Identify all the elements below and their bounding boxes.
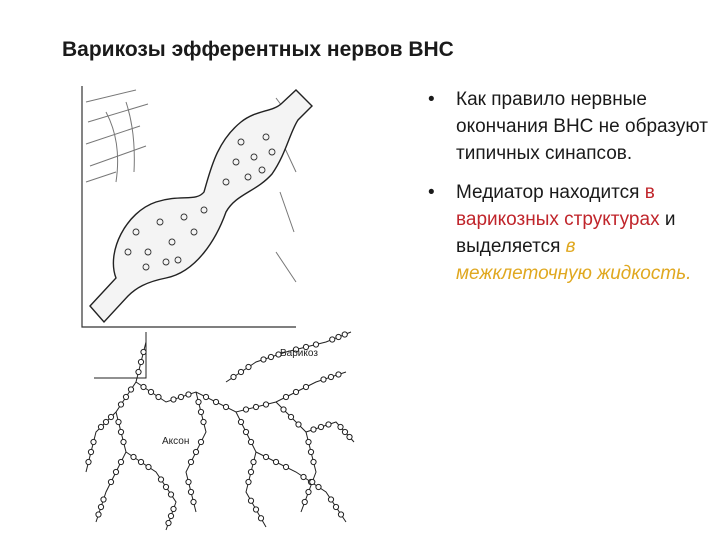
- axon-branches: [86, 332, 354, 530]
- varicosity-bead: [138, 359, 143, 364]
- varicosity-bead: [243, 429, 248, 434]
- varicosity-bead: [118, 402, 123, 407]
- varicosity-bead: [336, 372, 341, 377]
- varicosity-bead: [186, 392, 191, 397]
- varicosity-bead: [146, 464, 151, 469]
- varicosity-bead: [118, 429, 123, 434]
- varicosity-bead: [293, 389, 298, 394]
- axon-label: Аксон: [162, 436, 190, 447]
- varicosity-bead: [118, 459, 123, 464]
- varicosity-bead: [333, 504, 338, 509]
- varicosity-bead: [246, 479, 251, 484]
- varicosity-bead: [283, 464, 288, 469]
- bullet-item-2: [428, 179, 714, 287]
- varicosity-label: Варикоз: [280, 348, 318, 359]
- varicosity-bead: [156, 394, 161, 399]
- varicosity-bead: [253, 507, 258, 512]
- varicosity-bead: [303, 384, 308, 389]
- varicosity-bead: [178, 394, 183, 399]
- bullet-text-1: Как правило нервные окончания ВНС не образуют типичных синапсов.: [456, 89, 708, 164]
- bullet-dot: •: [428, 89, 435, 110]
- varicosity-bead: [138, 459, 143, 464]
- varicosity-bead: [318, 424, 323, 429]
- varicosity-bead: [163, 484, 168, 489]
- varicosity-bead: [308, 449, 313, 454]
- varicosity-bead: [268, 354, 273, 359]
- varicosity-bead: [328, 497, 333, 502]
- varicosity-bead: [243, 407, 248, 412]
- varicosity-bead: [188, 459, 193, 464]
- varicosity-bead: [171, 397, 176, 402]
- varicosity-bead: [168, 492, 173, 497]
- varicosity-bead: [306, 439, 311, 444]
- varicosity-bead: [246, 364, 251, 369]
- bullet-item-1: [428, 86, 714, 167]
- varicosity-bead: [101, 497, 106, 502]
- varicosity-bead: [128, 387, 133, 392]
- varicosity-bead: [231, 374, 236, 379]
- varicosity-bead: [311, 427, 316, 432]
- varicosity-bead: [342, 332, 347, 337]
- varicosity-bead: [338, 424, 343, 429]
- varicosity-bead: [263, 402, 268, 407]
- varicosity-bead: [288, 414, 293, 419]
- varicosity-bead: [186, 479, 191, 484]
- varicosity-bead: [193, 449, 198, 454]
- varicosity-bead: [166, 520, 171, 525]
- varicosity-bead: [330, 337, 335, 342]
- varicosity-bead: [168, 513, 173, 518]
- varicosity-bead: [321, 377, 326, 382]
- varicosity-bead: [121, 439, 126, 444]
- varicosity-bead: [141, 384, 146, 389]
- varicosity-bead: [113, 469, 118, 474]
- varicosity-bead: [263, 454, 268, 459]
- varicosity-bead: [213, 399, 218, 404]
- varicosity-bead: [203, 394, 208, 399]
- axon-branch: [136, 372, 346, 412]
- axon-branch: [86, 342, 146, 472]
- varicosity-bead: [301, 474, 306, 479]
- varicosity-bead: [108, 414, 113, 419]
- bullet-text-2b: и выделяется: [456, 209, 676, 257]
- varicosity-bead: [296, 422, 301, 427]
- axon-branch: [276, 402, 354, 442]
- axon-with-varicosities: [90, 90, 312, 322]
- varicosity-bead: [326, 422, 331, 427]
- varicosity-bead: [258, 516, 263, 521]
- varicosity-bead: [310, 479, 315, 484]
- varicosity-bead: [302, 499, 307, 504]
- varicosity-bead: [248, 439, 253, 444]
- varicosity-bead: [131, 454, 136, 459]
- bullet-dot: •: [428, 182, 435, 203]
- varicosity-bead: [91, 439, 96, 444]
- varicosity-bead: [261, 357, 266, 362]
- varicosity-bead: [338, 512, 343, 517]
- axon-branch: [126, 452, 176, 530]
- varicosity-bead: [123, 394, 128, 399]
- varicosity-bead: [136, 369, 141, 374]
- varicosity-bead: [201, 419, 206, 424]
- varicosity-bead: [238, 419, 243, 424]
- varicosity-bead: [98, 504, 103, 509]
- varicosity-bead: [306, 489, 311, 494]
- varicosity-bead: [96, 512, 101, 517]
- varicosity-bead: [198, 409, 203, 414]
- varicosity-bead: [88, 449, 93, 454]
- varicosity-bead: [328, 374, 333, 379]
- varicosity-bead: [103, 419, 108, 424]
- slide-title: Варикозы эфферентных нервов ВНС: [62, 38, 454, 61]
- varicosity-bead: [238, 369, 243, 374]
- varicosity-bead: [311, 459, 316, 464]
- varicosity-bead: [158, 477, 163, 482]
- varicosity-drawing: [76, 82, 358, 534]
- varicosity-bead: [248, 469, 253, 474]
- varicosity-bead: [98, 424, 103, 429]
- bullet-list: [428, 86, 714, 299]
- varicosity-bead: [248, 498, 253, 503]
- varicosity-bead: [273, 459, 278, 464]
- varicosity-illustration: [76, 82, 358, 534]
- varicosity-bead: [148, 389, 153, 394]
- varicosity-bead: [196, 399, 201, 404]
- varicosity-bead: [86, 459, 91, 464]
- bullet-text-2a: Медиатор находится: [456, 182, 645, 203]
- varicosity-bead: [188, 489, 193, 494]
- highlight-varicose-structures: в варикозных структурах: [456, 182, 660, 230]
- varicosity-bead: [198, 439, 203, 444]
- highlight-intercellular-fluid: в межклеточную жидкость.: [456, 236, 692, 284]
- varicosity-bead: [342, 429, 347, 434]
- varicosity-bead: [251, 459, 256, 464]
- varicosity-bead: [283, 394, 288, 399]
- varicosity-bead: [281, 407, 286, 412]
- varicosity-bead: [141, 349, 146, 354]
- varicosity-bead: [347, 434, 352, 439]
- varicosity-bead: [108, 479, 113, 484]
- varicosity-bead: [116, 419, 121, 424]
- varicosity-bead: [316, 484, 321, 489]
- varicosity-bead: [313, 342, 318, 347]
- varicosity-bead: [191, 499, 196, 504]
- varicosity-bead: [336, 334, 341, 339]
- varicosity-bead: [253, 404, 258, 409]
- varicosity-bead: [223, 404, 228, 409]
- varicosity-bead: [171, 506, 176, 511]
